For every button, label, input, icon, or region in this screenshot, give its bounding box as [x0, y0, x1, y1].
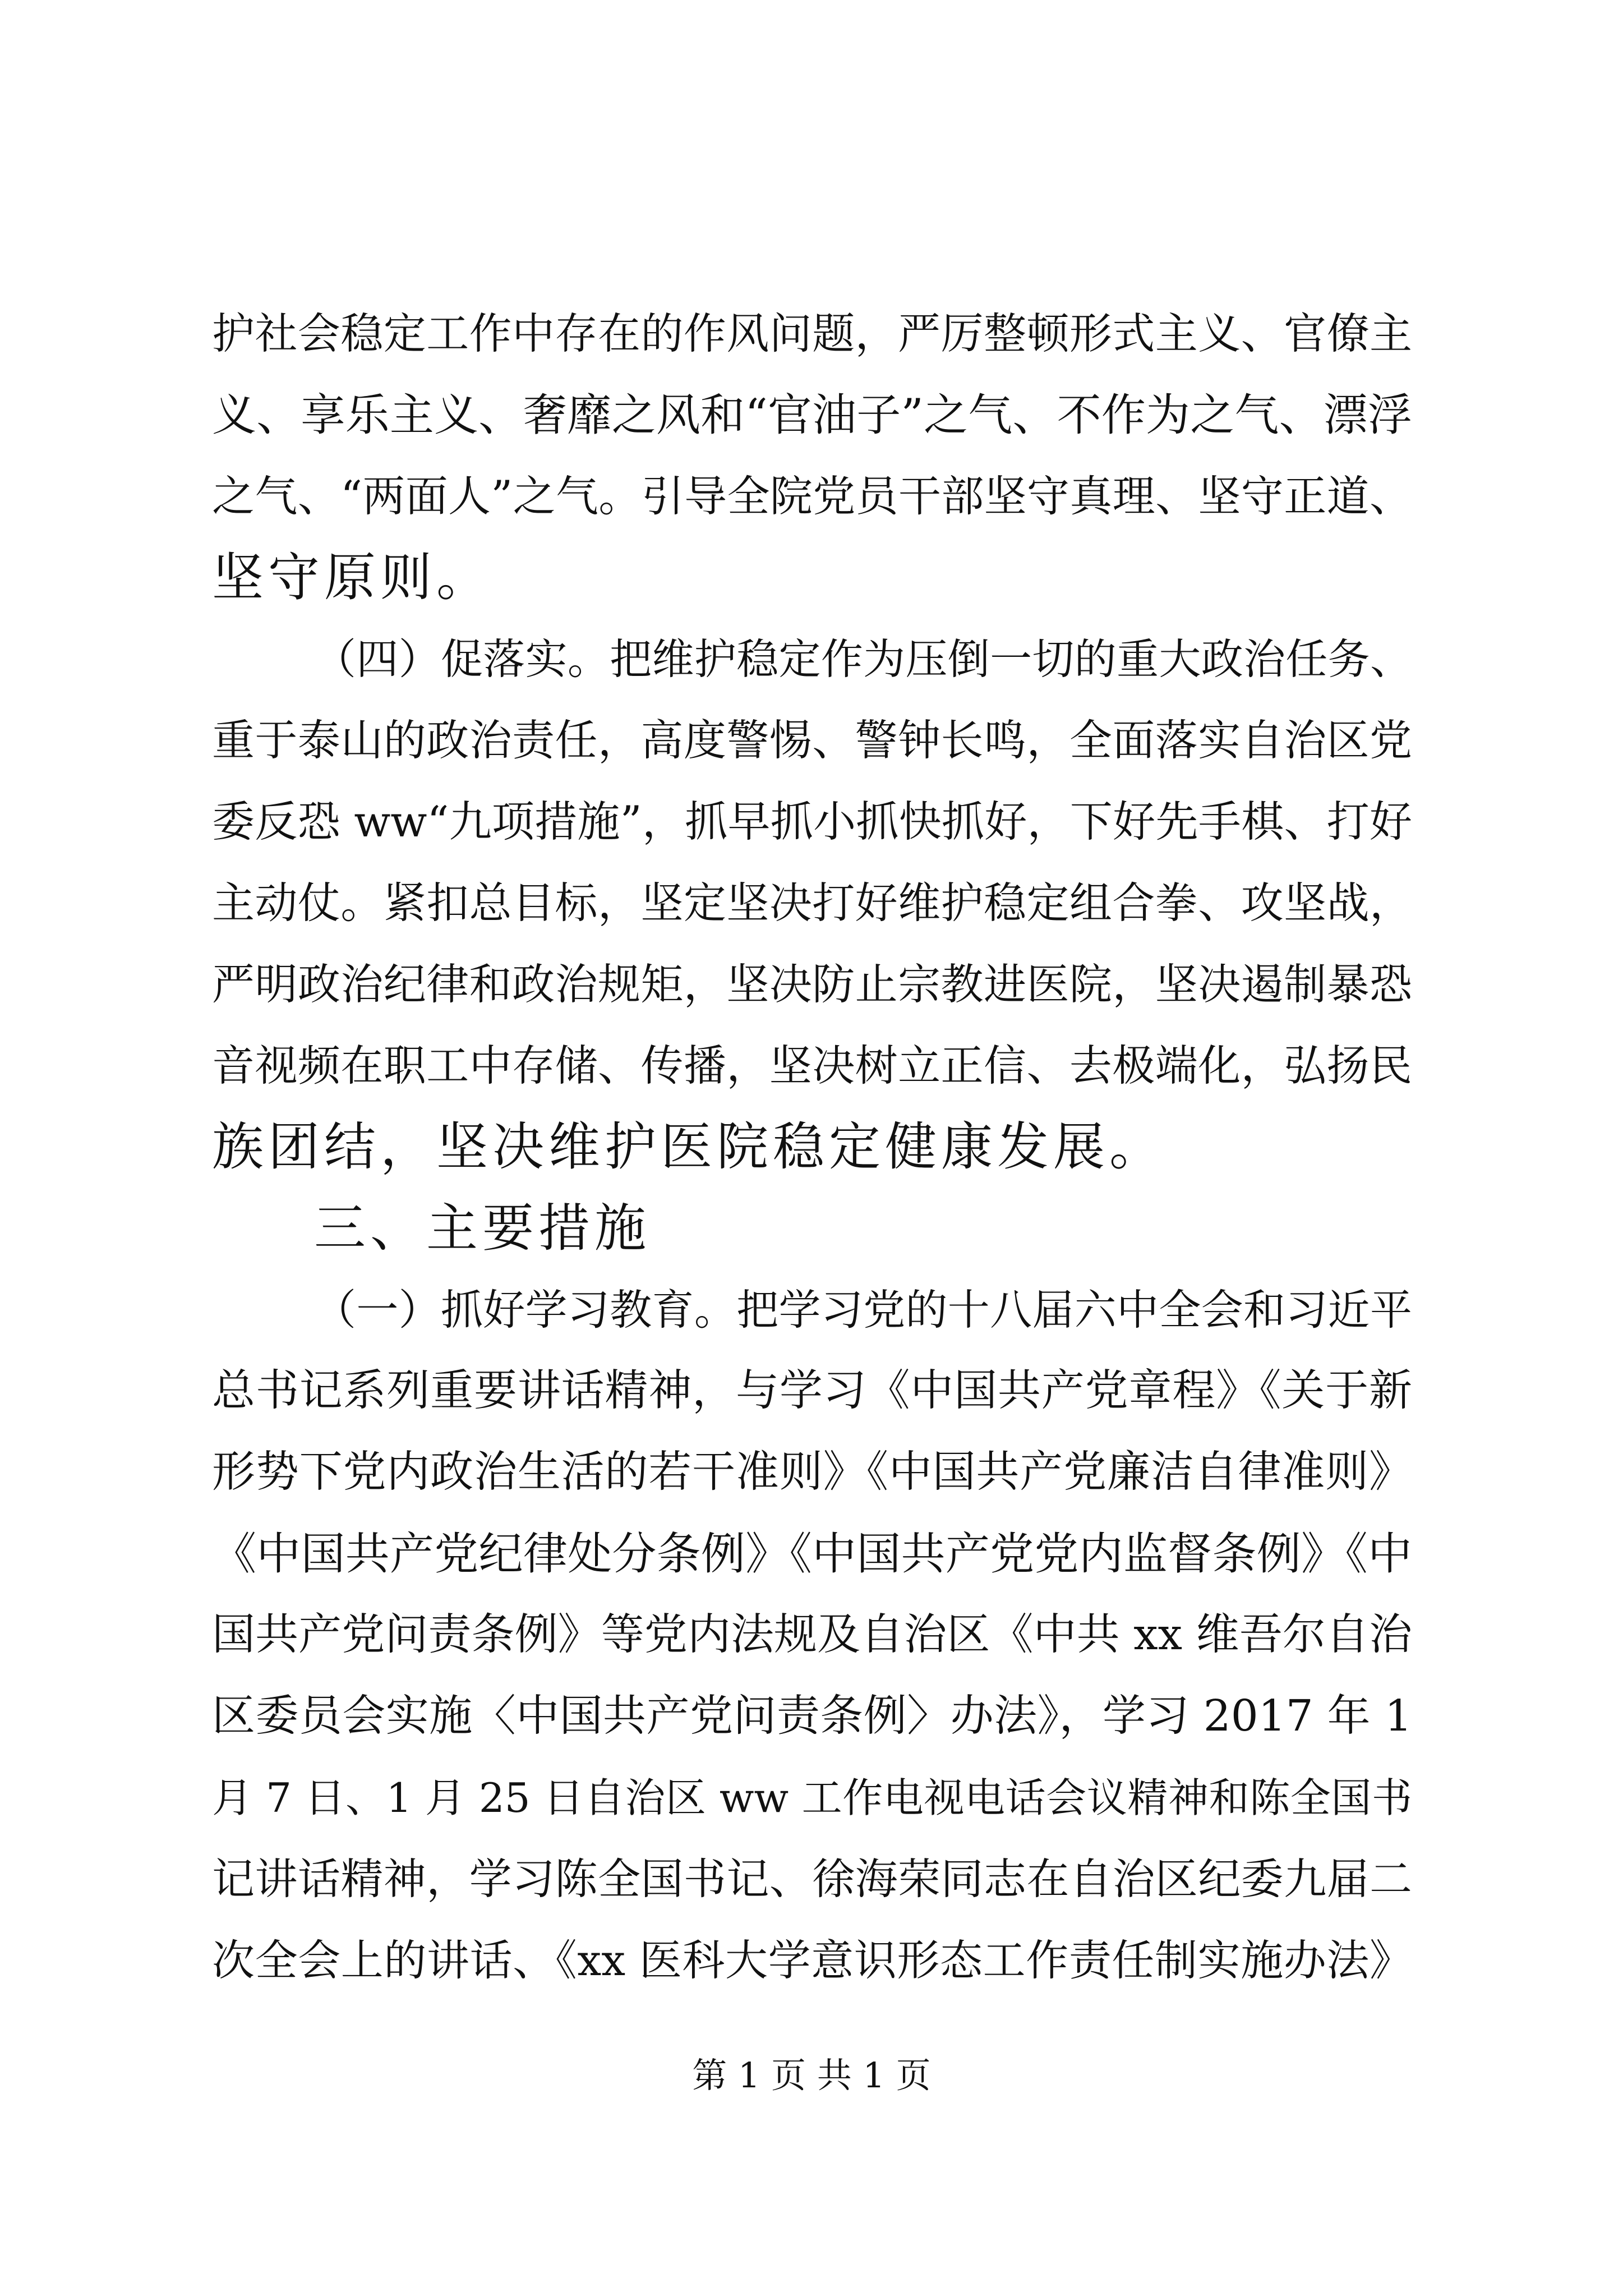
text-line: 坚守原则。	[212, 547, 493, 608]
text-line: 区委员会实施〈中国共产党问责条例〉办法》，学习 2017 年 1	[212, 1691, 1412, 1741]
text-line: 《中国共产党纪律处分条例》《中国共产党党内监督条例》《中	[212, 1528, 1412, 1580]
text-line: （一）抓好学习教育。把学习党的十八届六中全会和习近平	[314, 1285, 1412, 1335]
text-line: 主动仗。紧扣总目标，坚定坚决打好维护稳定组合拳、攻坚战，	[212, 878, 1412, 928]
text-line: （四）促落实。把维护稳定作为压倒一切的重大政治任务、	[314, 634, 1412, 684]
text-line: 护社会稳定工作中存在的作风问题，严厉整顿形式主义、官僚主	[212, 309, 1412, 358]
text-line: 严明政治纪律和政治规矩，坚决防止宗教进医院，坚决遏制暴恐	[212, 959, 1412, 1009]
text-line: 义、享乐主义、奢靡之风和“官油子”之气、不作为之气、漂浮	[212, 389, 1412, 441]
text-line: 形势下党内政治生活的若干准则》《中国共产党廉洁自律准则》	[212, 1447, 1412, 1497]
text-line: 次全会上的讲话、《xx 医科大学意识形态工作责任制实施办法》	[212, 1935, 1412, 1985]
text-line: 国共产党问责条例》等党内法规及自治区《中共 xx 维吾尔自治	[212, 1610, 1412, 1660]
text-line: 重于泰山的政治责任，高度警惕、警钟长鸣，全面落实自治区党	[212, 715, 1412, 765]
page-footer: 第 1 页 共 1 页	[692, 2055, 931, 2096]
text-line: 之气、“两面人”之气。引导全院党员干部坚守真理、坚守正道、	[212, 471, 1412, 521]
text-line: 委反恐 ww“九项措施”，抓早抓小抓快抓好，下好先手棋、打好	[212, 797, 1412, 846]
text-line: 音视频在职工中存储、传播，坚决树立正信、去极端化，弘扬民	[212, 1041, 1412, 1091]
section-heading: 三、主要措施	[314, 1198, 651, 1258]
text-line: 总书记系列重要讲话精神，与学习《中国共产党章程》《关于新	[212, 1366, 1412, 1416]
text-line: 月 7 日、1 月 25 日自治区 ww 工作电视电话会议精神和陈全国书	[212, 1774, 1412, 1821]
text-line: 族团结，坚决维护医院稳定健康发展。	[212, 1117, 1166, 1177]
text-line: 记讲话精神，学习陈全国书记、徐海荣同志在自治区纪委九届二	[212, 1854, 1412, 1904]
